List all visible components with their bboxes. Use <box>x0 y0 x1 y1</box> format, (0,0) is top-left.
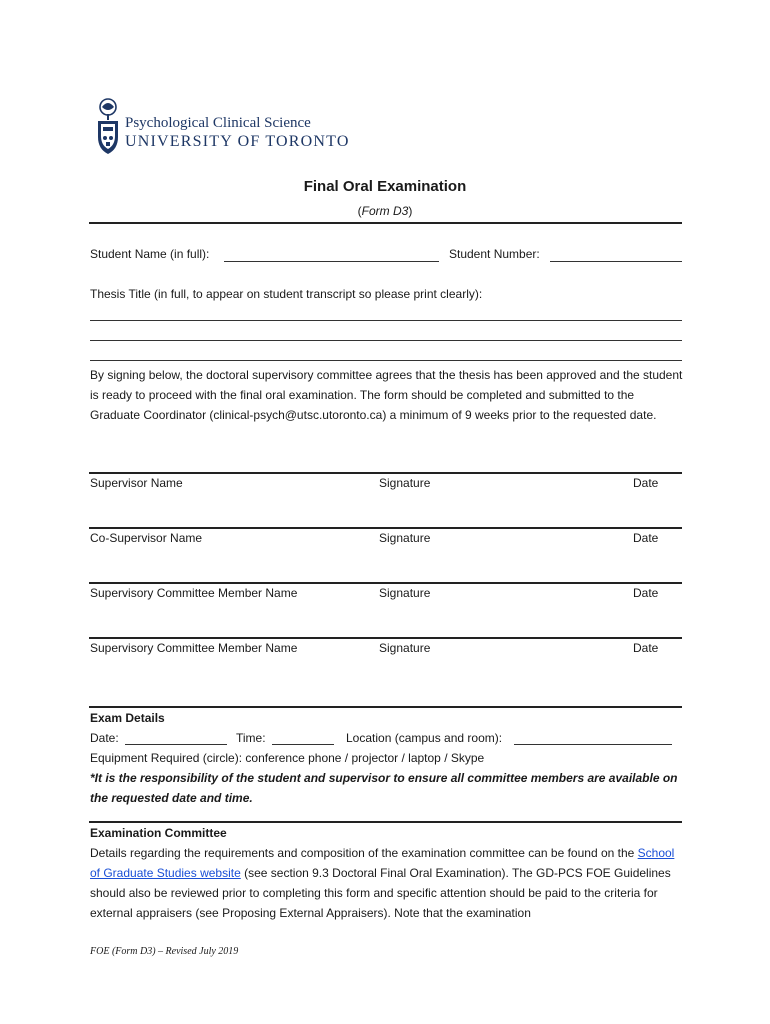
signature-row-name: Supervisor Name <box>90 476 183 490</box>
signature-divider-2 <box>89 527 682 529</box>
page-title: Final Oral Examination <box>303 178 467 195</box>
student-number-label: Student Number: <box>449 247 540 261</box>
committee-text-before: Details regarding the requirements and composition of the examination committee can be found on the <box>90 846 638 860</box>
exam-details-heading: Exam Details <box>90 711 165 725</box>
page-footer: FOE (Form D3) – Revised July 2019 <box>90 946 239 957</box>
title-divider <box>89 222 682 224</box>
signature-label: Signature <box>379 641 431 655</box>
form-code-close: ) <box>408 204 413 218</box>
signature-divider-3 <box>89 582 682 584</box>
exam-location-field[interactable] <box>514 732 672 745</box>
logo-university: UNIVERSITY OF TORONTO <box>125 133 350 150</box>
thesis-title-line-2[interactable] <box>90 340 682 341</box>
signature-row-name: Supervisory Committee Member Name <box>90 586 298 600</box>
responsibility-note: *It is the responsibility of the student and supervisor to ensure all committee members are available on the requested date and time. <box>90 771 678 805</box>
form-code-open: ( <box>357 204 362 218</box>
university-logo <box>95 97 365 159</box>
thesis-title-line-3[interactable] <box>90 360 682 361</box>
signature-label: Signature <box>379 531 431 545</box>
exam-time-field[interactable] <box>272 732 334 745</box>
thesis-title-label: Thesis Title (in full, to appear on student transcript so please print clearly): <box>90 287 483 301</box>
committee-divider <box>89 821 682 823</box>
exam-date-label: Date: <box>90 731 119 745</box>
signature-divider-1 <box>89 472 682 474</box>
thesis-title-line-1[interactable] <box>90 320 682 321</box>
date-label: Date <box>633 586 659 600</box>
student-name-field[interactable] <box>224 249 439 262</box>
date-label: Date <box>633 531 659 545</box>
equipment-required: Equipment Required (circle): conference phone / projector / laptop / Skype <box>90 751 485 765</box>
signature-divider-4 <box>89 637 682 639</box>
intro-paragraph: By signing below, the doctoral supervisory committee agrees that the thesis has been approved and the student is ready to proceed with the final oral examination. The form should be completed and submitted to the Graduate Coordinator (clinical-psych@utsc.utoronto.ca) a minimum of 9 weeks prior to the requested date. <box>90 368 683 422</box>
form-code <box>0 204 770 218</box>
signature-row-name: Supervisory Committee Member Name <box>90 641 298 655</box>
committee-heading: Examination Committee <box>90 826 227 840</box>
student-number-field[interactable] <box>550 249 682 262</box>
form-code-name: Form D3 <box>361 204 409 218</box>
university-crest-icon <box>95 97 121 157</box>
exam-date-field[interactable] <box>125 732 227 745</box>
student-name-label: Student Name (in full): <box>90 247 210 261</box>
logo-department: Psychological Clinical Science <box>125 115 311 131</box>
date-label: Date <box>633 641 659 655</box>
signature-label: Signature <box>379 476 431 490</box>
date-label: Date <box>633 476 659 490</box>
signature-label: Signature <box>379 586 431 600</box>
committee-text-after: (see section 9.3 Doctoral Final Oral Examination). The GD-PCS FOE Guidelines should also be reviewed prior to completing this form and specific attention should be paid to the criteria for external appraisers (see Proposing External Appraisers). Note that the examination <box>90 866 671 920</box>
signature-row-name: Co-Supervisor Name <box>90 531 203 545</box>
exam-location-label: Location (campus and room): <box>346 731 503 745</box>
committee-paragraph <box>90 843 685 923</box>
exam-time-label: Time: <box>236 731 266 745</box>
exam-details-divider <box>89 706 682 708</box>
sgs-website-link[interactable]: School of Graduate Studies website <box>90 846 675 880</box>
